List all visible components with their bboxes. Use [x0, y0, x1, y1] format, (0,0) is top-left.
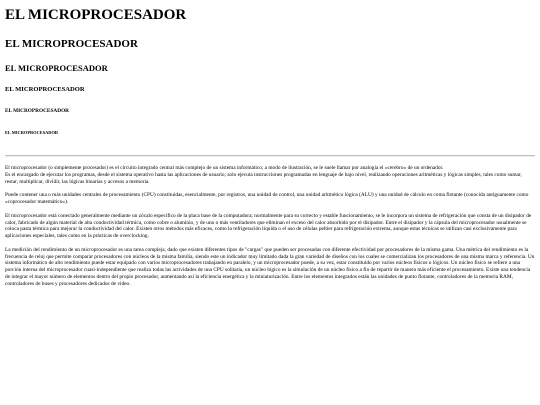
heading-level-3: EL MICROPROCESADOR — [5, 63, 108, 73]
heading-level-1: EL MICROPROCESADOR — [5, 7, 187, 23]
heading-level-6: EL MICROPROCESADOR — [5, 130, 59, 135]
heading-level-4: EL MICROPROCESADOR — [5, 86, 85, 93]
paragraph-components: Puede contener una o más unidades centrales de procesamiento (CPU) constituidas, esencialmente, por registros, una unidad de control, una unidad aritmético lógica (ALU) y una unidad de cálculo en coma flotante (conocida antiguamente como «coprocesador matemático»). — [5, 192, 529, 205]
heading-level-5: EL MICROPROCESADOR — [5, 108, 70, 114]
paragraph-cooling: El microprocesador está conectado generalmente mediante un zócalo específico de la placa base de la computadora; normalmente para su correcto y estable funcionamiento, se le incorpora un sistema de refrigeración que consta de un disipador de calor, fabricado de algún material de alta conductividad térmica, como cobre o aluminio, y de uno o más ventiladores que eliminan el exceso del calor absorbido por el disipador. Entre el disipador y la cápsula del microprocesador usualmente se coloca pasta térmica para mejorar la conductividad del calor. Existen otros métodos más eficaces, como la refrigeración líquida o el uso de células peltier para refrigeración extrema, aunque estas técnicas se utilizan casi exclusivamente para aplicaciones especiales, tales como en la prácticas de overclocking. — [5, 212, 532, 239]
horizontal-divider — [5, 155, 535, 157]
heading-level-2: EL MICROPROCESADOR — [5, 38, 138, 50]
paragraph-definition: El microprocesador (o simplemente procesador) es el circuito integrado central más complejo de un sistema informático; a modo de ilustración, se le suele llamar por analogía el «cerebro» de un ordenador. — [5, 165, 444, 171]
paragraph-function: Es el encargado de ejecutar los programas, desde el sistema operativo hasta las aplicaciones de usuario; solo ejecuta instrucciones programadas en lenguaje de bajo nivel, realizando operaciones aritméticas y lógicas simples, tales como sumar, restar, multiplicar, dividir, las lógicas binarias y accesos a memoria. — [5, 171, 522, 185]
paragraph-performance: La medición del rendimiento de un microprocesador es una tarea compleja, dado que existen diferentes tipos de "cargas" que pueden ser procesadas con diferente efectividad por procesadores de la misma gama. Una métrica del rendimiento es la frecuencia de reloj que permite comparar procesadores con núcleos de la misma familia, siendo este un indicador muy limitado dada la gran variedad de diseños con los cuales se comercializan los procesadores de una misma marca y referencia. Un sistema informático de alto rendimiento puede estar equipado con varios microprocesadores trabajando en paralelo, y un microprocesador puede, a su vez, estar constituido por varios núcleos físicos o lógicos. Un núcleo físico se refiere a una porción interna del microprocesador cuasi-independiente que realiza todas las actividades de una CPU solitaria, un núcleo lógico es la simulación de un núcleo físico a fin de repartir de manera más eficiente el procesamiento. Existe una tendencia de integrar el mayor número de elementos dentro del propio procesador, aumentando así la eficiencia energética y la miniaturización. Entre los elementos integrados están las unidades de punto flotante, controladores de la memoria RAM, controladores de buses y procesadores dedicados de video. — [5, 246, 535, 287]
